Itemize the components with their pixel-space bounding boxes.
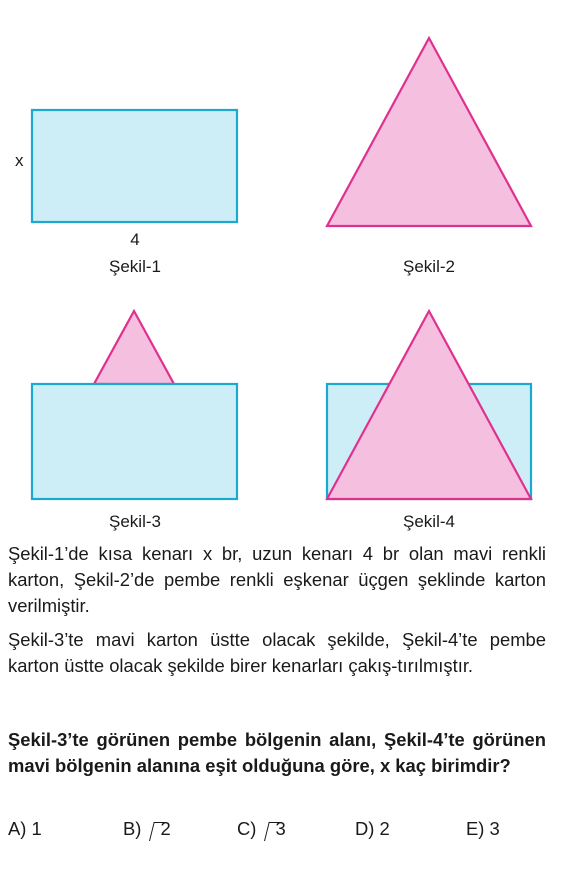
option-d-letter: D): [355, 818, 375, 839]
option-c[interactable]: [237, 818, 286, 840]
figure-3-caption: Şekil-3: [109, 512, 161, 531]
problem-paragraph-2: Şekil-3’te mavi karton üstte olacak şekilde, Şekil-4’te pembe karton üstte olacak şekilde birer kenarları çakış-tırılmıştır.: [8, 629, 546, 676]
option-c-sqrt: [264, 818, 286, 840]
option-b[interactable]: [123, 818, 171, 840]
figure-4: [327, 311, 531, 531]
option-e-letter: E): [466, 818, 485, 839]
option-e-value: 3: [489, 818, 500, 839]
blue-rectangle-overlay: [32, 384, 237, 499]
figure-3: [32, 311, 237, 531]
option-b-letter: B): [123, 818, 142, 839]
option-a-value: 1: [31, 818, 42, 839]
bottom-4-label: 4: [130, 230, 140, 249]
pink-triangle: [327, 38, 531, 226]
blue-rectangle: [32, 110, 237, 222]
option-e[interactable]: [466, 818, 500, 840]
figure-2-caption: Şekil-2: [403, 257, 455, 276]
answer-options: [0, 818, 574, 848]
option-b-value: 2: [160, 818, 171, 839]
option-d[interactable]: [355, 818, 390, 840]
question-text: Şekil-3’te görünen pembe bölgenin alanı, Şekil-4’te görünen mavi bölgenin alanına eşit olduğuna göre, x kaç birimdir?: [8, 729, 546, 776]
option-b-sqrt: [149, 818, 171, 840]
figure-1-caption: Şekil-1: [109, 257, 161, 276]
figure-2: [327, 38, 531, 276]
option-c-letter: C): [237, 818, 257, 839]
option-a-letter: A): [8, 818, 27, 839]
figure-4-caption: Şekil-4: [403, 512, 455, 531]
option-a[interactable]: [8, 818, 42, 840]
side-x-label: x: [15, 151, 24, 170]
small-pink-triangle: [94, 311, 174, 384]
option-c-value: 3: [275, 818, 286, 839]
figure-1: [15, 110, 237, 276]
option-d-value: 2: [379, 818, 390, 839]
problem-paragraph-1: Şekil-1’de kısa kenarı x br, uzun kenarı 4 br olan mavi renkli karton, Şekil-2’de pembe renkli eşkenar üçgen şeklinde karton verilmiştir.: [8, 543, 546, 616]
